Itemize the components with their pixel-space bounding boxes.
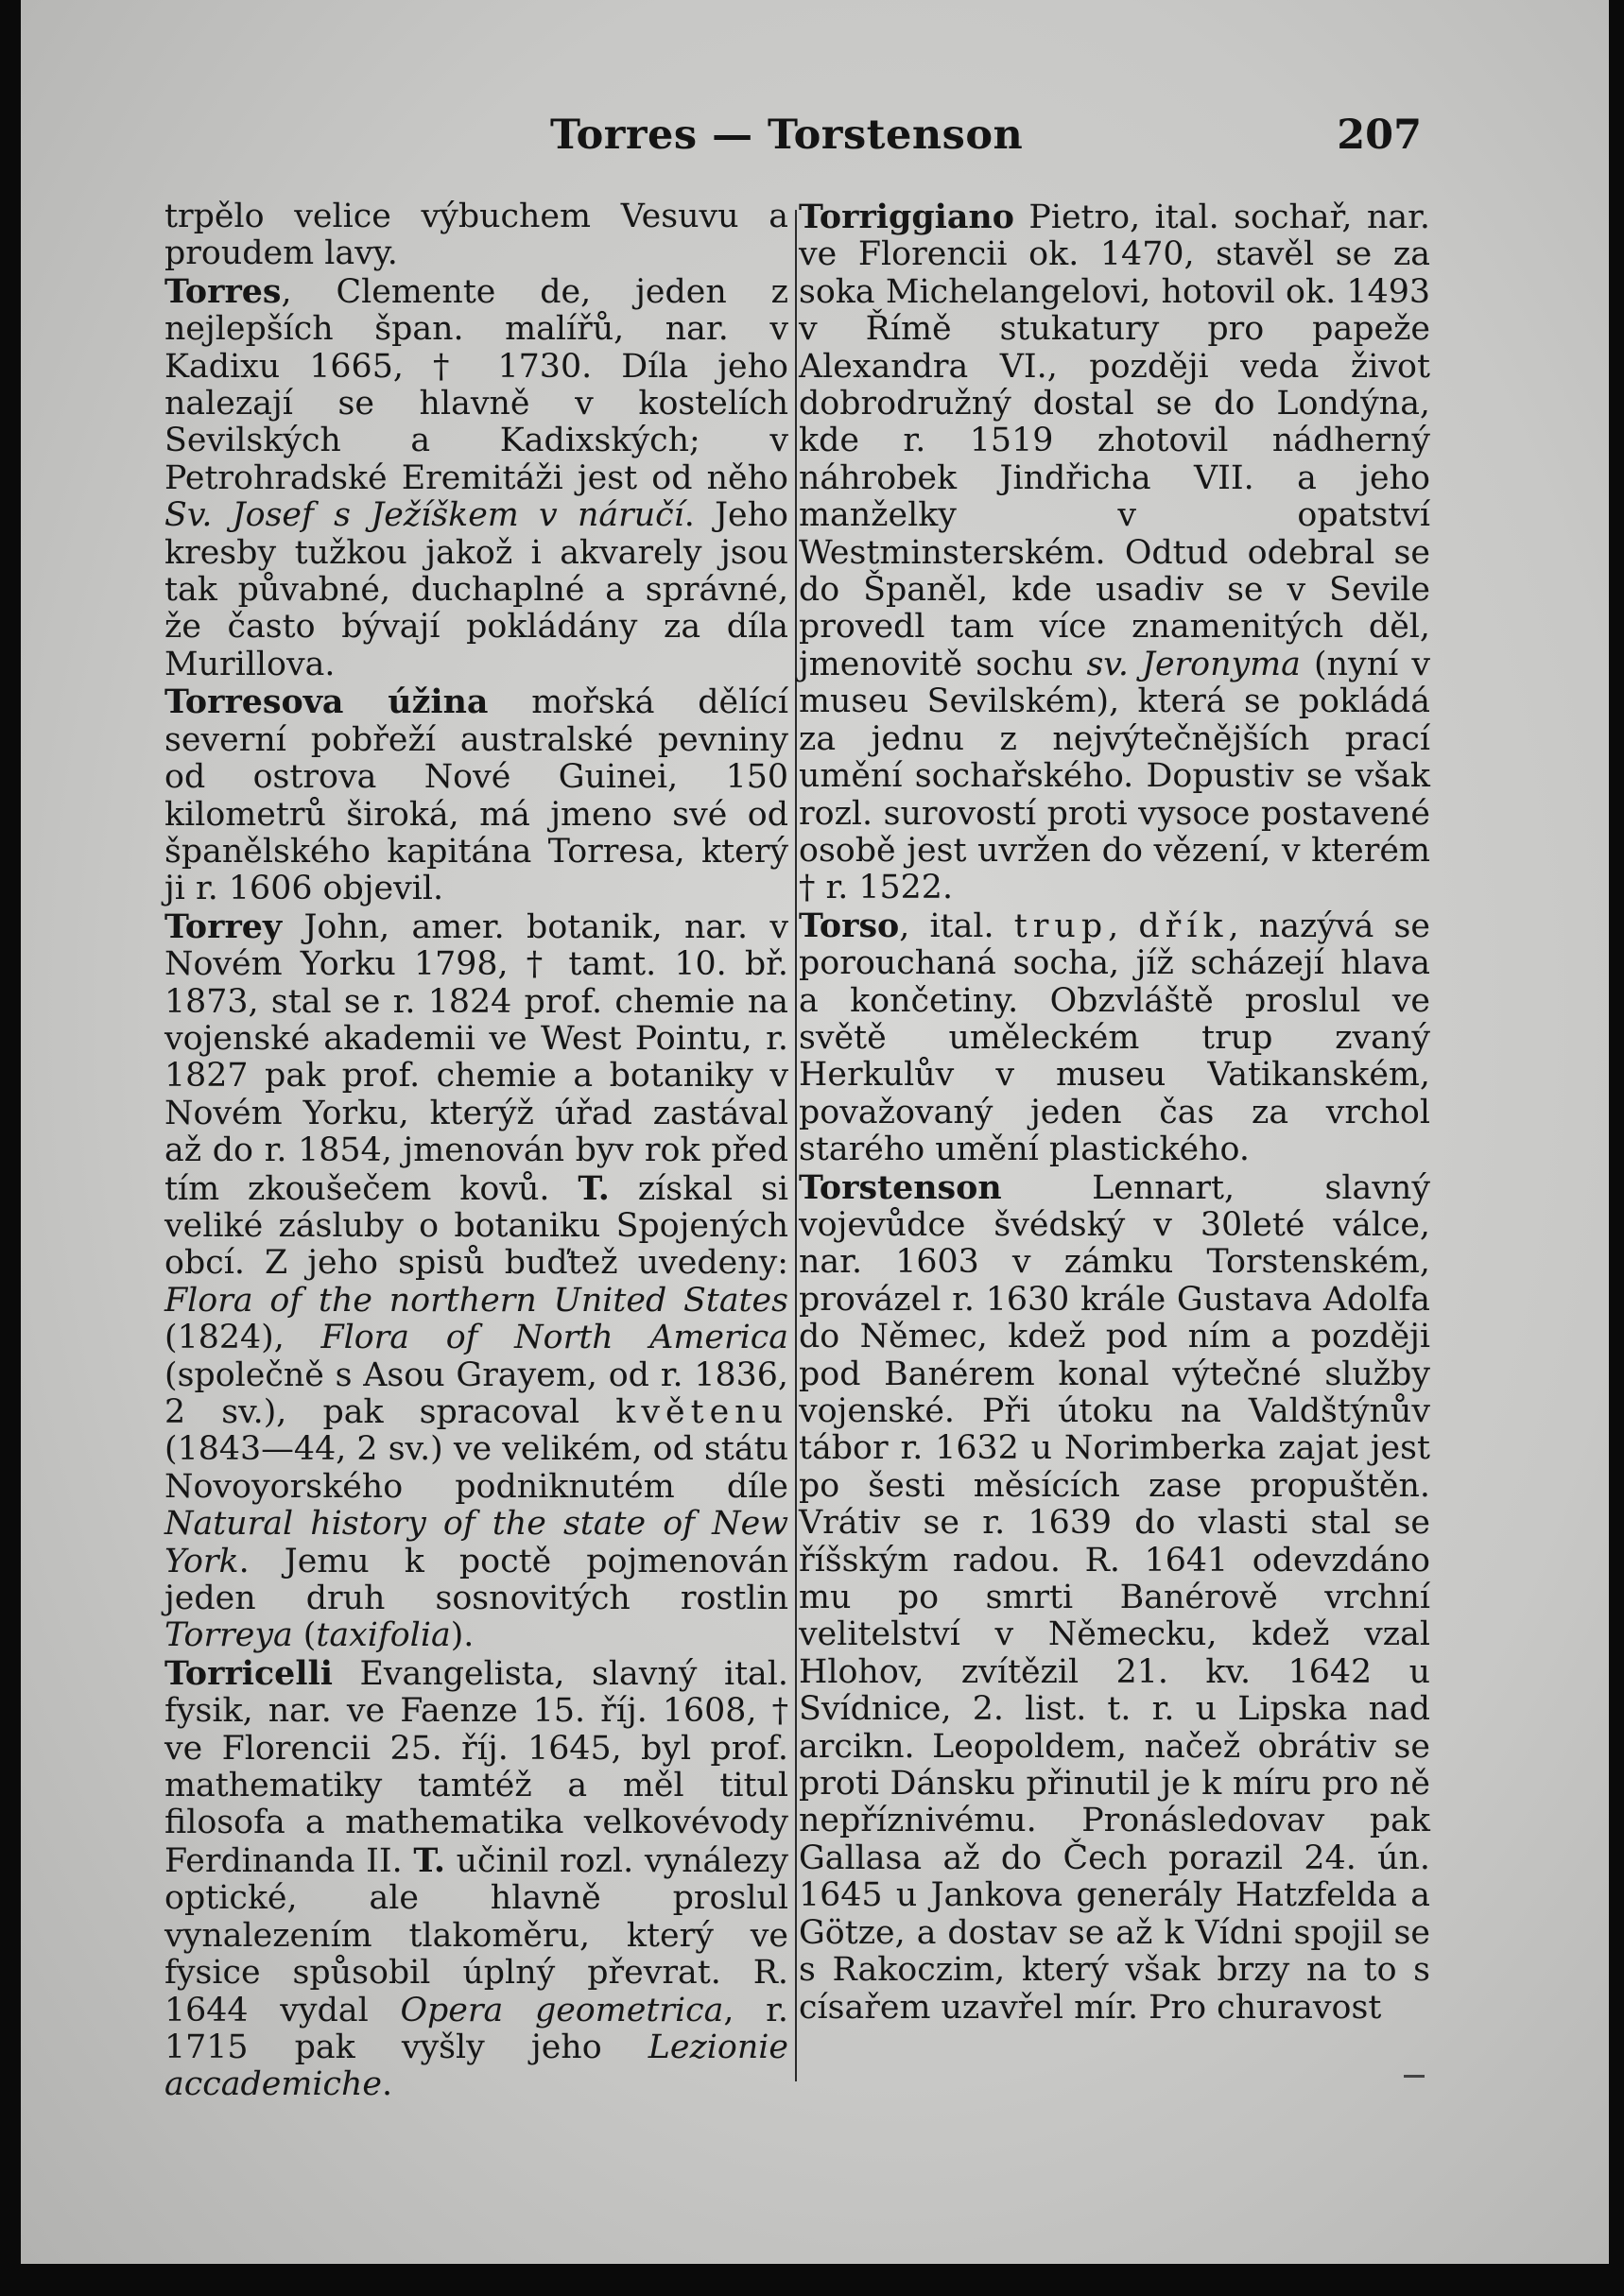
- entry-text: (společně s Asou Grayem, od r. 1836, 2 sv.), pak spracoval: [164, 1355, 788, 1431]
- entry-text: . Jemu k poctě pojmenován jeden druh sosnovitých rostlin: [164, 1542, 788, 1618]
- entry-text: Lennart, slavný vojevůdce švédský v 30leté válce, nar. 1603 v zámku Torstenském, provázel r. 1630 krále Gustava Adolfa do Němec, kdež pod ním a později pod Banérem konal výtečné služby vojenské. Při útoku na Valdštýnův tábor r. 1632 u Norimberka zajat jest po šesti měsících zase propuštěn. Vrátiv se r. 1639 do vlasti stal se říšským radou. R. 1641 odevzdáno mu po smrti Banérově vrchní velitelství v Německu, kdež vzal Hlohov, zvítězil 21. kv. 1642 u Svídnice, 2. list. t. r. u Lipska nad arcikn. Leopoldem, načež obrátiv se proti Dánsku přinutil je k míru pro ně nepříznivému. Pronásledovav pak Gallasa až do Čech porazil 24. ún. 1645 u Jankova generály Hatzfelda a Götze, a dostav se až k Vídni spojil se s Rakoczim, který však brzy na to s císařem uzavřel mír. Pro churavost: [799, 1168, 1430, 2027]
- entry-text: , ital.: [899, 906, 1014, 945]
- entry-text: , r. 1715 pak vyšly jeho: [164, 1991, 788, 2066]
- entry-text: ).: [450, 1616, 475, 1655]
- italic-title: Flora of the northern United States: [164, 1281, 788, 1320]
- entry-torrey: [164, 908, 788, 1655]
- entry-torstenson: [799, 1169, 1430, 2027]
- entry-text: učinil rozl. vynálezy optické, ale hlavně proslul vynalezením tlakoměru, který ve fysice spůsobil úplný převrat. R. 1644 vydal: [164, 1841, 789, 2029]
- column-divider: [795, 210, 797, 2081]
- italic-term: taxifolia: [316, 1616, 451, 1655]
- headword: Torso: [799, 906, 900, 945]
- italic-title: Flora of North America: [320, 1319, 788, 1357]
- abbreviation: T.: [413, 1840, 445, 1880]
- abbreviation: T.: [578, 1168, 610, 1208]
- entry-text: , nazývá se porouchaná socha, jíž scházejí hlava a končetiny. Obzvláště proslul ve světě uměleckém trup zvaný Herkulův v museu Vatikanském, považovaný jeden čas za vrchol starého umění plastického.: [799, 906, 1431, 1169]
- running-head: Torres — Torstenson: [550, 112, 1024, 159]
- headword: Torres: [164, 271, 282, 311]
- left-column: [164, 199, 788, 2104]
- right-column: [799, 199, 1430, 2027]
- entry-torricelli: [164, 1655, 788, 2104]
- entry-torres: [164, 273, 788, 683]
- italic-term: Torreya: [164, 1616, 293, 1655]
- entry-text: . Jeho kresby tužkou jakož i akvarely jsou tak půvabné, duchaplné a správné, že často bývají pokládány za díla Murillova.: [164, 496, 788, 683]
- italic-title: Sv. Josef s Ježíškem v náručí: [164, 496, 684, 535]
- headword: Torresova úžina: [164, 682, 489, 722]
- continuation-text: trpělo velice výbuchem Vesuvu a proudem lavy.: [164, 198, 788, 273]
- entry-text: Pietro, ital. sochař, nar. ve Florencii ok. 1470, stavěl se za soka Michelangelovi, hotovil ok. 1493 v Římě stukatury pro papeže Alexandra VI., později veda život dobrodružný dostal se do Londýna, kde r. 1519 zhotovil nádherný náhrobek Jindřicha VII. a jeho manželky v opatství Westminsterském. Odtud odebral se do Španěl, kde usadiv se v Sevile provedl tam více znamenitých děl, jmenovitě sochu: [799, 199, 1430, 683]
- entry-torriggiano: [799, 199, 1430, 907]
- entry-text: Evangelista, slavný ital. fysik, nar. ve Faenze 15. říj. 1608, † ve Florencii 25. říj. 1645, byl prof. mathematiky tamtéž a měl titul filosofa a mathematika velkovévody Ferdinanda II.: [164, 1654, 788, 1880]
- entry-text: ,: [1108, 906, 1139, 945]
- page-number: 207: [1337, 112, 1422, 159]
- italic-title: sv. Jeronyma: [1086, 645, 1301, 683]
- entry-text: , Clemente de, jeden z nejlepších špan. malířů, nar. v Kadixu 1665, † 1730. Díla jeho nalezají se hlavně v kostelích Sevilských a Kadixských; v Petrohradské Eremitáži jest od něho: [164, 272, 788, 497]
- headword: Torrey: [164, 906, 283, 946]
- headword: Torriggiano: [799, 198, 1014, 236]
- entry-text: mořská dělící severní pobřeží australské pevniny od ostrova Nové Guinei, 150 kilometrů široká, má jmeno své od španělského kapitána Torresa, který ji r. 1606 objevil.: [164, 683, 788, 908]
- spaced-term: květenu: [615, 1393, 788, 1431]
- entry-text: získal si veliké zásluby o botaniku Spojených obcí. Z jeho spisů buďtež uvedeny:: [164, 1169, 789, 1283]
- entry-torresova: [164, 683, 788, 907]
- headword: Torstenson: [799, 1167, 1002, 1207]
- entry-text: (1824),: [164, 1319, 321, 1357]
- entry-text: .: [381, 2065, 393, 2104]
- entry-text: John, amer. botanik, nar. v Novém Yorku 1798, † tamt. 10. bř. 1873, stal se r. 1824 prof. chemie na vojenské akademii ve West Pointu, r. 1827 pak prof. chemie a botaniky v Novém Yorku, kterýž úřad zastával až do r. 1854, jmenován byv rok před tím zkoušečem kovů.: [164, 907, 788, 1208]
- entry-text: (1843—44, 2 sv.) ve velikém, od státu Novoyorského podniknutém díle: [164, 1430, 788, 1506]
- italic-title: Opera geometrica: [400, 1991, 724, 2029]
- page-header: [21, 112, 1609, 168]
- book-page: [21, 0, 1609, 2264]
- italic-title: Lezionie accademiche: [164, 2028, 788, 2104]
- entry-text: (: [292, 1616, 317, 1655]
- spaced-term: trup: [1013, 906, 1109, 945]
- continuation-paragraph: [164, 199, 788, 273]
- headword: Torricelli: [164, 1653, 333, 1693]
- spaced-term: dřík: [1138, 906, 1229, 945]
- entry-torso: [799, 907, 1430, 1169]
- entry-text: (nyní v museu Sevilském), která se pokládá za jednu z nejvýtečnějších prací umění sochařského. Dopustiv se však rozl. surovostí proti vysoce postavené osobě jest uvržen do vězení, v kterém † r. 1522.: [799, 645, 1430, 907]
- dash-mark: [1404, 2075, 1425, 2078]
- italic-title: Natural history of the state of New York: [164, 1505, 788, 1580]
